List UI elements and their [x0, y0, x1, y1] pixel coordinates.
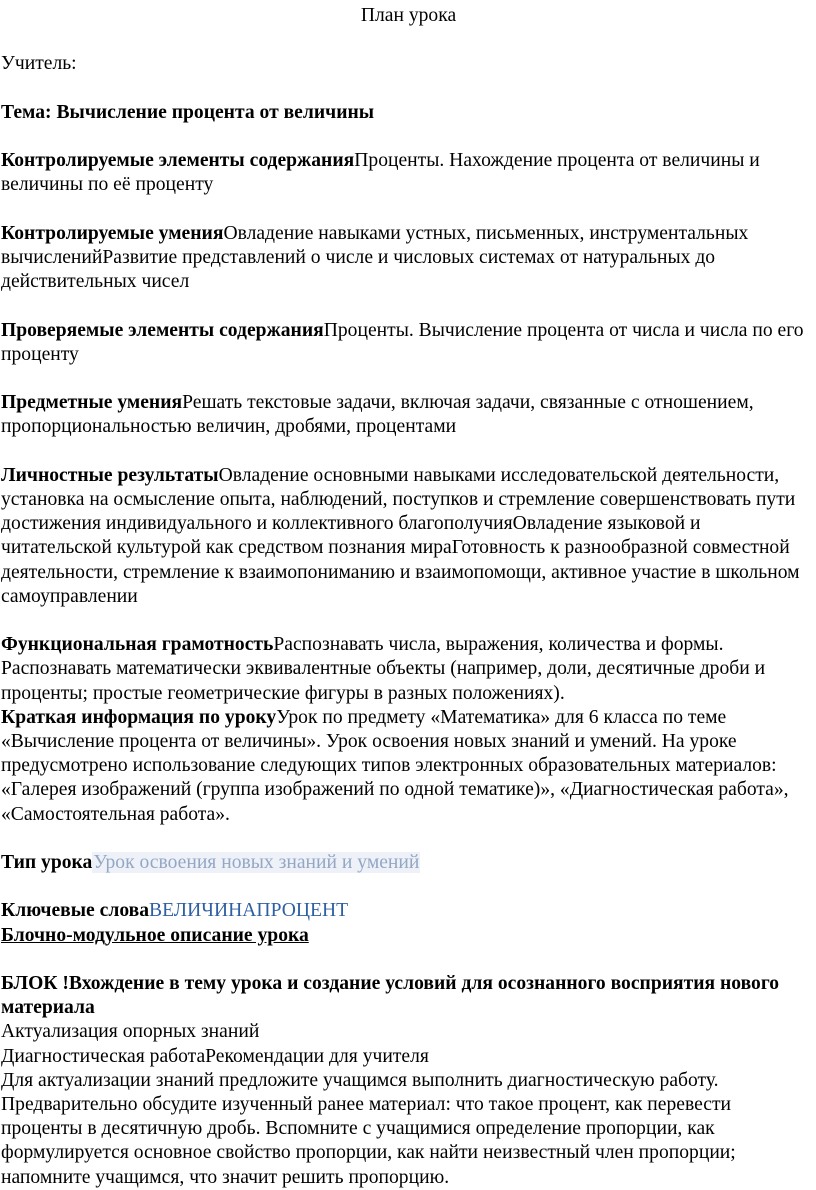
- personal-results-label: Личностные результаты: [1, 464, 219, 486]
- spacer: [1, 948, 816, 972]
- controlled-skills-label: Контролируемые умения: [1, 222, 224, 244]
- spacer: [1, 198, 816, 222]
- spacer: [1, 609, 816, 633]
- keywords-paragraph: [1, 899, 816, 923]
- block1-subheading-actualization: Актуализация опорных знаний: [1, 1021, 260, 1043]
- spacer: [1, 294, 816, 318]
- teacher-recommendations-label: Рекомендации для учителя: [205, 1045, 429, 1067]
- controlled-elements-paragraph: [1, 149, 816, 197]
- functional-literacy-label: Функциональная грамотность: [1, 634, 274, 656]
- block1-paragraph: Для актуализации знаний предложите учащимся выполнить диагностическую работу. Предварительно обсудите изученный ранее материал: что такое процент, как перевести проценты в десятичную дробь. Вспомните с учащимися определение пропорции, как формулируется основное свойство пропорции, как найти неизвестный член пропорции; напомните учащимся, что значит решить пропорцию.: [1, 1069, 736, 1188]
- spacer: [1, 77, 816, 101]
- spacer: [1, 875, 816, 899]
- block-description-text: Блочно-модульное описание урока: [1, 924, 309, 946]
- checked-elements-label: Проверяемые элементы содержания: [1, 319, 324, 341]
- block1-title: [1, 972, 816, 1020]
- lesson-type-label: Тип урока: [1, 851, 93, 873]
- lesson-type-paragraph: [1, 851, 816, 875]
- controlled-elements-text: Проценты. Нахождение процента от величины и величины по её проценту: [1, 150, 760, 196]
- spacer: [1, 125, 816, 149]
- brief-info-label: Краткая информация по уроку: [1, 706, 277, 728]
- subject-skills-paragraph: [1, 391, 816, 439]
- teacher-label: Учитель:: [1, 53, 77, 75]
- block1-title-text: БЛОК !Вхождение в тему урока и создание условий для осознанного восприятия нового материала: [1, 972, 780, 1019]
- personal-results-text: Овладение основными навыками исследовательской деятельности, установка на осмысление опыта, наблюдений, поступков и стремление совершенствовать пути достижения индивидуального и коллективного благополучияОвладение языковой и читательской культурой как средством познания мираГотовность к разнообразной совместной деятельности, стремление к взаимопониманию и взаимопомощи, активное участие в школьном самоуправлении: [1, 464, 800, 607]
- subject-skills-text: Решать текстовые задачи, включая задачи, связанные с отношением, пропорциональностью величин, дробями, процентами: [1, 392, 754, 438]
- controlled-skills-paragraph: [1, 222, 816, 295]
- functional-literacy-text: Распознавать числа, выражения, количества и формы. Распознавать математически эквивалентные объекты (например, доли, десятичные дроби и проценты; простые геометрические фигуры в разных положениях).: [1, 634, 766, 704]
- checked-elements-text: Проценты. Вычисление процента от числа и числа по его проценту: [1, 319, 804, 365]
- keywords-value: ВЕЛИЧИНАПРОЦЕНТ: [149, 900, 349, 922]
- functional-literacy-paragraph: [1, 633, 816, 706]
- keywords-label: Ключевые слова: [1, 900, 150, 922]
- spacer: [1, 367, 816, 391]
- controlled-elements-label: Контролируемые элементы содержания: [1, 150, 355, 172]
- spacer: [1, 440, 816, 464]
- lesson-topic: [1, 101, 816, 125]
- lesson-topic-text: Тема: Вычисление процента от величины: [1, 101, 375, 123]
- spacer: [1, 28, 816, 52]
- brief-info-text: Урок по предмету «Математика» для 6 класса по теме «Вычисление процента от величины». Урок освоения новых знаний и умений. На уроке предусмотрено использование следующих типов электронных образовательных материалов: «Галерея изображений (группа изображений по одной тематике)», «Диагностическая работа», «Самостоятельная работа».: [1, 706, 789, 825]
- document-title: План урока: [360, 5, 457, 26]
- checked-elements-paragraph: [1, 319, 816, 367]
- lesson-type-value: Урок освоения новых знаний и умений: [93, 851, 420, 873]
- personal-results-paragraph: [1, 464, 816, 609]
- brief-info-paragraph: [1, 706, 816, 827]
- block-description-heading: [1, 924, 816, 948]
- controlled-skills-text: Овладение навыками устных, письменных, инструментальных вычисленийРазвитие представлений о числе и числовых системах от натуральных до действительных чисел: [1, 222, 749, 293]
- subject-skills-label: Предметные умения: [1, 392, 183, 414]
- diagnostic-work-label: Диагностическая работа: [1, 1045, 206, 1067]
- spacer: [1, 827, 816, 851]
- block1-subheading-diagnostic: [1, 1045, 816, 1069]
